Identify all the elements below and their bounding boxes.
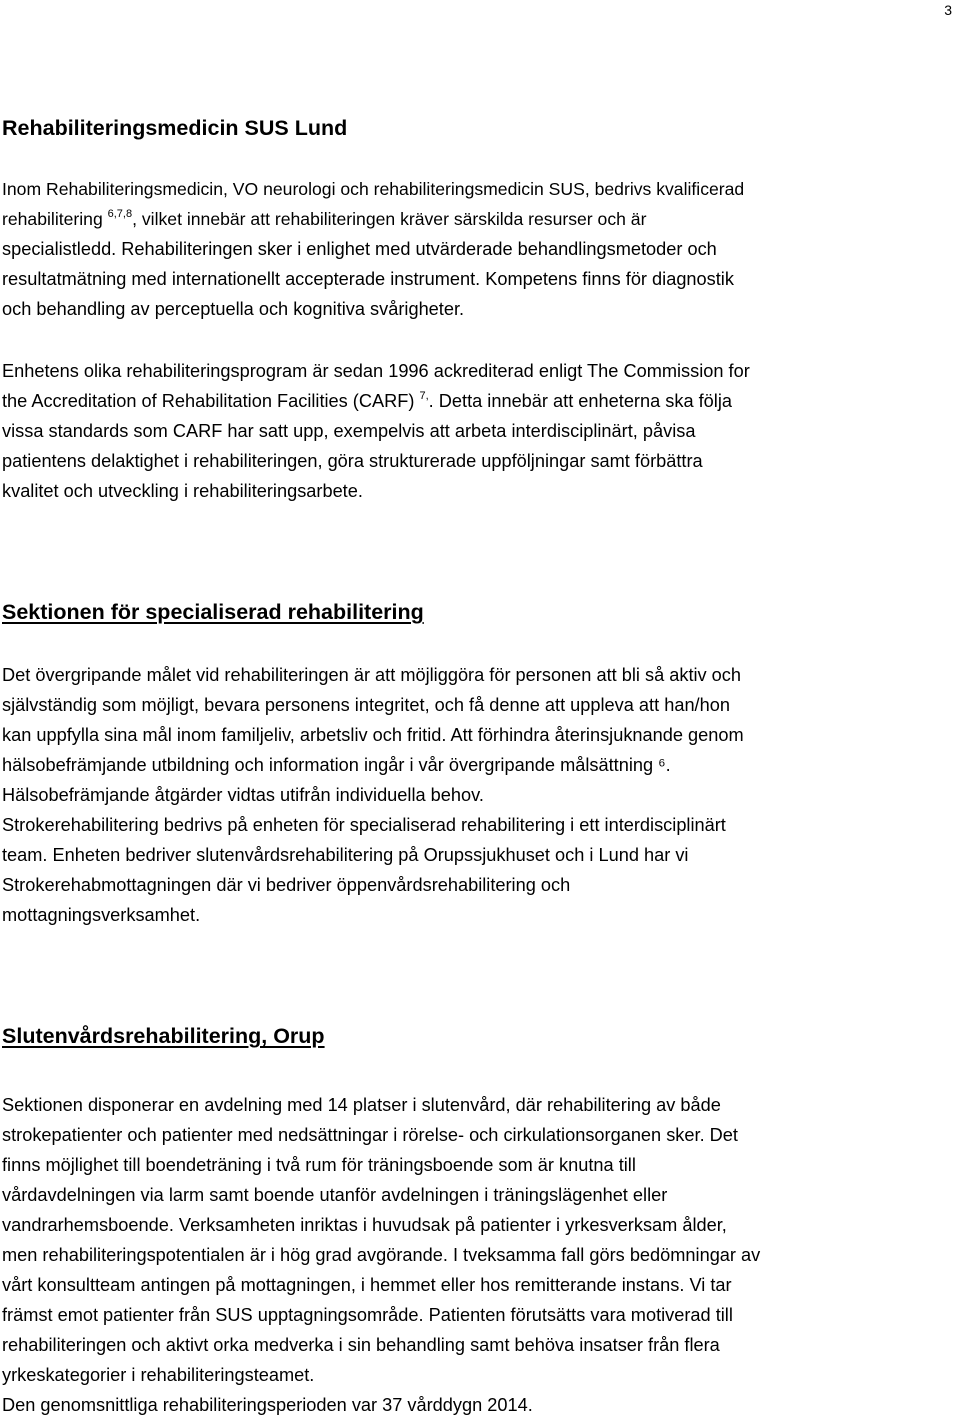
text-line: specialistledd. Rehabiliteringen sker i enlighet med utvärderade behandlingsmetoder och — [2, 239, 717, 259]
text-line: rehabiliteringen och aktivt orka medverka i sin behandling samt behöva insatser från flera — [2, 1335, 720, 1355]
text-line: mottagningsverksamhet. — [2, 905, 201, 925]
text-line: vissa standards som CARF har satt upp, exempelvis att arbeta interdisciplinärt, påvisa — [2, 421, 696, 441]
text-line: finns möjlighet till boendeträning i två rum för träningsboende som är knutna till — [2, 1155, 636, 1175]
section-heading-specialiserad: Sektionen för specialiserad rehabilitering — [2, 600, 424, 624]
text-line: vandrarhemsboende. Verksamheten inriktas i huvudsak på patienter i yrkesverksam ålder, — [2, 1215, 727, 1235]
paragraph-specialiserad — [2, 660, 958, 930]
text-line: yrkeskategorier i rehabiliteringsteamet. — [2, 1365, 315, 1385]
text-line: vårdavdelningen via larm samt boende utanför avdelningen i träningslägenhet eller — [2, 1185, 668, 1205]
text-line: patientens delaktighet i rehabiliteringen, göra strukturerade uppföljningar samt förbättra — [2, 451, 703, 471]
text-segment: , vilket innebär att rehabiliteringen kräver särskilda resurser och är — [132, 209, 647, 229]
text-line: vårt konsultteam antingen på mottagningen, i hemmet eller hos remitterande instans. Vi tar — [2, 1275, 732, 1295]
text-line: och behandling av perceptuella och kognitiva svårigheter. — [2, 299, 465, 319]
paragraph-orup — [2, 1090, 958, 1420]
footnote-ref: 7, — [419, 390, 429, 402]
text-line: Inom Rehabiliteringsmedicin, VO neurologi och rehabiliteringsmedicin SUS, bedrivs kvalificerad — [2, 179, 745, 199]
text-line — [2, 204, 958, 234]
text-line: team. Enheten bedriver slutenvårdsrehabilitering på Orupssjukhuset och i Lund har vi — [2, 845, 689, 865]
text-line: kan uppfylla sina mål inom familjeliv, arbetsliv och fritid. Att förhindra återinsjuknande genom — [2, 725, 744, 745]
footnote-ref: 6,7,8 — [107, 208, 133, 220]
text-line: hälsobefrämjande utbildning och information ingår i vår övergripande målsättning ⁶. — [2, 755, 671, 775]
text-segment: rehabilitering — [2, 209, 108, 229]
text-line: Strokerehabmottagningen där vi bedriver öppenvårdsrehabilitering och — [2, 875, 571, 895]
text-line: Den genomsnittliga rehabiliteringsperioden var 37 vårddygn 2014. — [2, 1395, 533, 1415]
text-line: Sektionen disponerar en avdelning med 14 platser i slutenvård, där rehabilitering av både — [2, 1095, 721, 1115]
text-line: strokepatienter och patienter med nedsättningar i rörelse- och cirkulationsorganen sker. Det — [2, 1125, 738, 1145]
text-line: Strokerehabilitering bedrivs på enheten för specialiserad rehabilitering i ett interdisciplinärt — [2, 815, 726, 835]
page-number: 3 — [944, 2, 952, 18]
text-segment: . Detta innebär att enheterna ska följa — [428, 391, 732, 411]
text-line: resultatmätning med internationellt accepterade instrument. Kompetens finns för diagnostik — [2, 269, 734, 289]
text-line: men rehabiliteringspotentialen är i hög grad avgörande. I tveksamma fall görs bedömningar av — [2, 1245, 761, 1265]
section-heading-rehabiliteringsmedicin: Rehabiliteringsmedicin SUS Lund — [2, 116, 348, 140]
paragraph-carf — [2, 356, 958, 506]
text-line: främst emot patienter från SUS upptagningsområde. Patienten förutsätts vara motiverad till — [2, 1305, 733, 1325]
text-line: kvalitet och utveckling i rehabiliteringsarbete. — [2, 481, 363, 501]
text-segment: the Accreditation of Rehabilitation Facilities (CARF) — [2, 391, 420, 411]
text-line: Enhetens olika rehabiliteringsprogram är sedan 1996 ackrediterad enligt The Commission for — [2, 361, 750, 381]
paragraph-intro — [2, 174, 958, 324]
section-heading-orup: Slutenvårdsrehabilitering, Orup — [2, 1024, 325, 1048]
text-line: Det övergripande målet vid rehabiliteringen är att möjliggöra för personen att bli så aktiv och — [2, 665, 742, 685]
text-line: Hälsobefrämjande åtgärder vidtas utifrån individuella behov. — [2, 785, 484, 805]
text-line — [2, 386, 958, 416]
text-line: självständig som möjligt, bevara personens integritet, och få denne att uppleva att han/hon — [2, 695, 730, 715]
